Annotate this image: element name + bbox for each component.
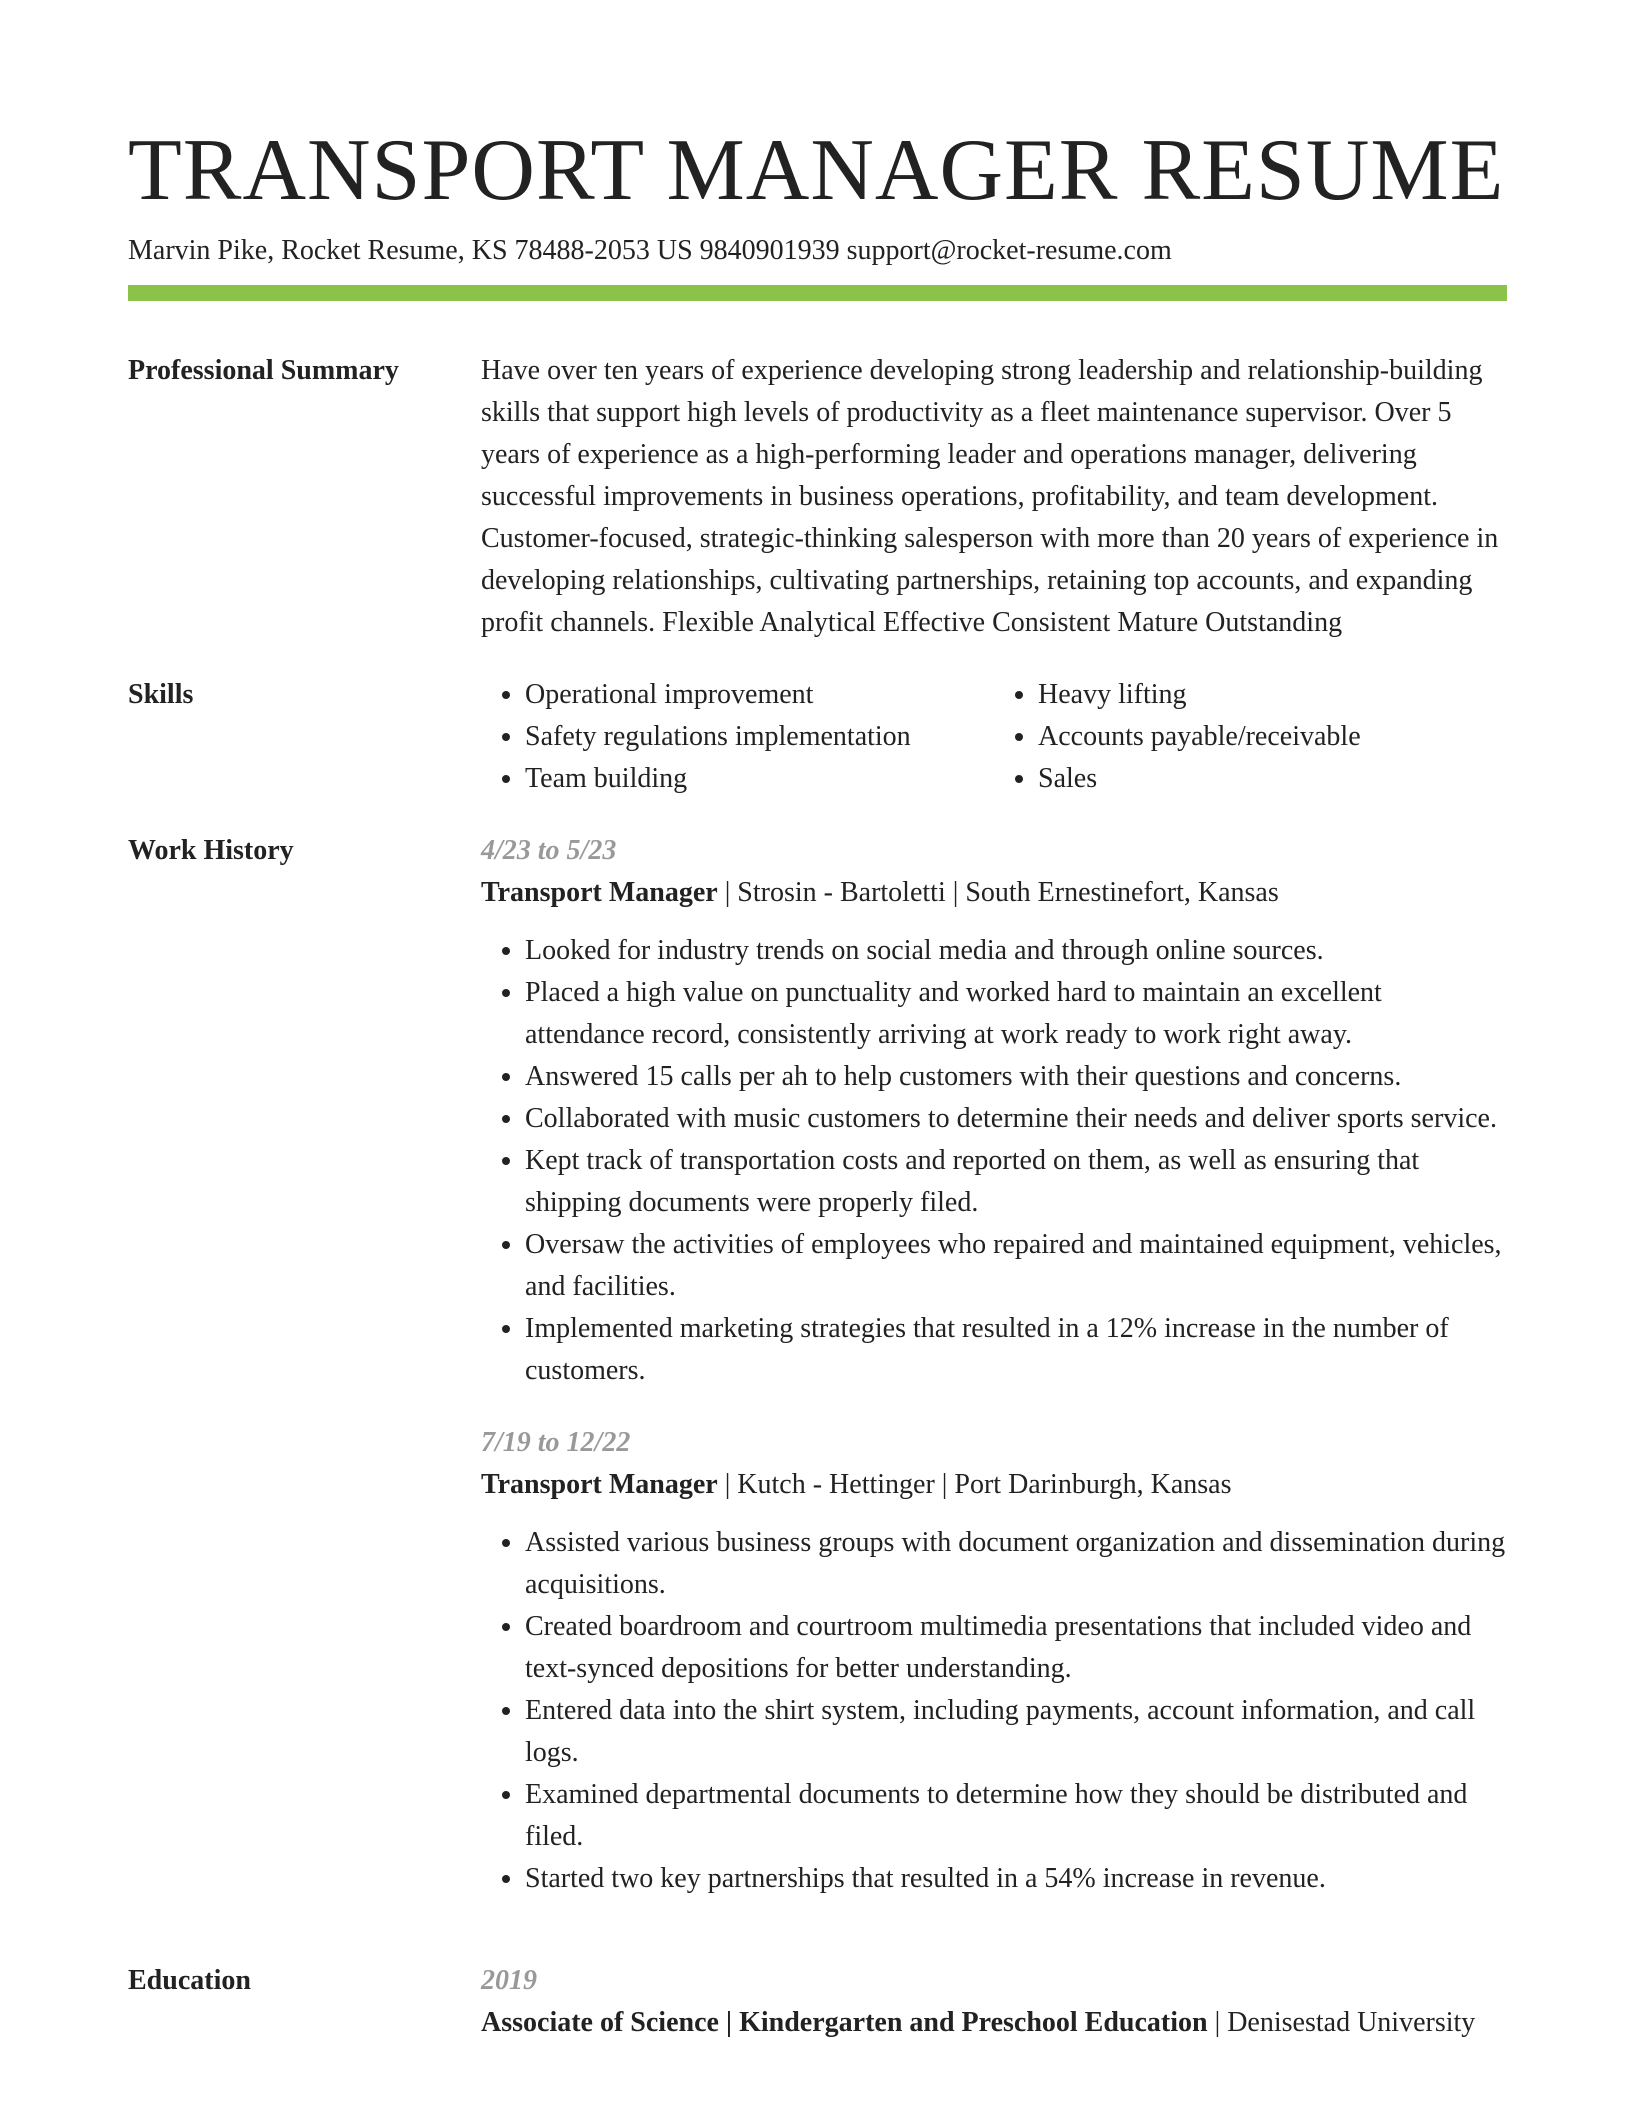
job-bullet: • Entered data into the shirt system, including payments, account information, and call logs. xyxy=(525,1690,1507,1774)
education-school: | Denisestad University xyxy=(1207,2007,1476,2038)
skills-column-right xyxy=(994,674,1507,800)
job-heading xyxy=(481,1464,1507,1506)
job-bullet: • Answered 15 calls per ah to help customers with their questions and concerns. xyxy=(525,1056,1507,1098)
job-entry xyxy=(481,830,1507,1392)
education-dates: 2019 xyxy=(481,1965,537,1996)
skills-body xyxy=(481,674,1507,800)
job-bullet: • Examined departmental documents to determine how they should be distributed and filed. xyxy=(525,1774,1507,1858)
job-bullet: • Started two key partnerships that resulted in a 54% increase in revenue. xyxy=(525,1858,1507,1900)
job-dates: 7/19 to 12/22 xyxy=(481,1427,631,1458)
resume-title: TRANSPORT MANAGER RESUME xyxy=(128,122,1505,219)
job-bullets xyxy=(481,1522,1507,1900)
job-bullet: • Implemented marketing strategies that resulted in a 12% increase in the number of customers. xyxy=(525,1308,1507,1392)
skills-heading: Skills xyxy=(128,679,194,710)
job-bullet: • Collaborated with music customers to determine their needs and deliver sports service. xyxy=(525,1098,1507,1140)
education-section xyxy=(128,1960,1507,2044)
skills-column-left xyxy=(481,674,994,800)
skill-item: • Sales xyxy=(1038,758,1507,800)
job-bullet: • Created boardroom and courtroom multimedia presentations that included video and text-synced depositions for better understanding. xyxy=(525,1606,1507,1690)
resume-page xyxy=(128,0,1507,2044)
header-divider xyxy=(128,285,1507,301)
skill-item: • Team building xyxy=(525,758,994,800)
work-history-heading: Work History xyxy=(128,835,294,866)
job-bullet: • Kept track of transportation costs and reported on them, as well as ensuring that shipping documents were properly filed. xyxy=(525,1140,1507,1224)
job-bullet: • Assisted various business groups with document organization and dissemination during acquisitions. xyxy=(525,1522,1507,1606)
skills-grid xyxy=(481,674,1507,800)
skill-item: • Safety regulations implementation xyxy=(525,716,994,758)
work-history-body xyxy=(481,830,1507,1930)
skill-item: • Accounts payable/receivable xyxy=(1038,716,1507,758)
job-heading xyxy=(481,872,1507,914)
skill-item: • Heavy lifting xyxy=(1038,674,1507,716)
summary-heading: Professional Summary xyxy=(128,355,399,386)
job-title: Transport Manager xyxy=(481,1469,718,1500)
job-bullet: • Placed a high value on punctuality and worked hard to maintain an excellent attendance record, consistently arriving at work ready to work right away. xyxy=(525,972,1507,1056)
contact-line: Marvin Pike, Rocket Resume, KS 78488-2053 US 9840901939 support@rocket-resume.com xyxy=(128,235,1172,266)
job-bullet: • Looked for industry trends on social media and through online sources. xyxy=(525,930,1507,972)
job-employer: | Kutch - Hettinger | Port Darinburgh, Kansas xyxy=(717,1469,1232,1500)
job-bullet: • Oversaw the activities of employees who repaired and maintained equipment, vehicles, and facilities. xyxy=(525,1224,1507,1308)
education-degree: Associate of Science | Kindergarten and Preschool Education xyxy=(481,2007,1208,2038)
job-entry xyxy=(481,1422,1507,1900)
summary-text: Have over ten years of experience developing strong leadership and relationship-building skills that support high levels of productivity as a fleet maintenance supervisor. Over 5 years of experience as a high-performing leader and operations manager, delivering successful improvements in business operations, profitability, and team development. Customer-focused, strategic-thinking salesperson with more than 20 years of experience in developing relationships, cultivating partnerships, retaining top accounts, and expanding profit channels. Flexible Analytical Effective Consistent Mature Outstanding xyxy=(481,355,1499,638)
job-title: Transport Manager xyxy=(481,877,718,908)
job-dates: 4/23 to 5/23 xyxy=(481,835,617,866)
work-history-section xyxy=(128,830,1507,1930)
skill-item: • Operational improvement xyxy=(525,674,994,716)
education-heading: Education xyxy=(128,1965,251,1996)
summary-section xyxy=(128,350,1507,644)
job-bullets xyxy=(481,930,1507,1392)
job-employer: | Strosin - Bartoletti | South Ernestinefort, Kansas xyxy=(717,877,1279,908)
education-entry xyxy=(481,2002,1507,2044)
education-body xyxy=(481,1960,1507,2044)
skills-section xyxy=(128,674,1507,800)
